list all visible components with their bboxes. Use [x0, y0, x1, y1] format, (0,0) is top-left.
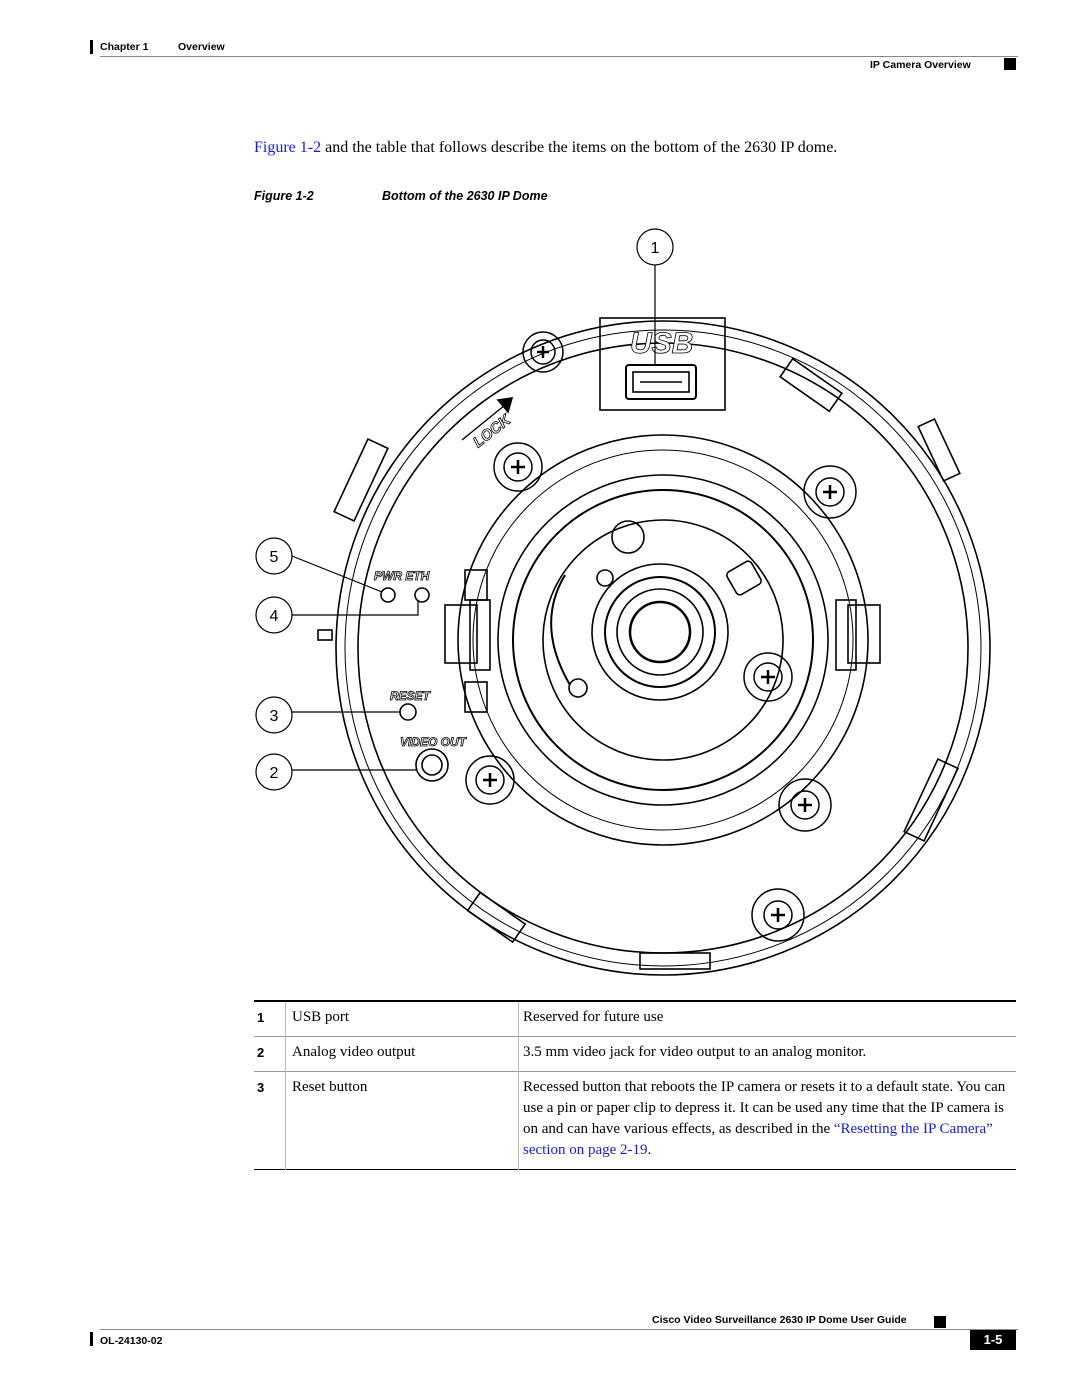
resetting-section-link[interactable]: “Resetting the IP Camera” section on page 2-19 — [523, 1121, 993, 1158]
table-row — [254, 1037, 1016, 1072]
callout-table — [254, 1000, 1016, 1170]
intro-text: and the table that follows describe the items on the bottom of the 2630 IP dome. — [321, 139, 838, 156]
row-description: Reserved for future use — [523, 1009, 664, 1025]
footer-bar-left — [90, 1332, 93, 1346]
row-item: USB port — [286, 1001, 519, 1037]
row-description-end: . — [647, 1142, 652, 1158]
video-out-jack — [416, 749, 448, 781]
dome-bottom-figure — [240, 220, 1020, 980]
callout-1: 1 — [650, 240, 660, 257]
row-number: 1 — [254, 1001, 286, 1037]
chapter-label: Chapter 1 — [100, 41, 149, 53]
figure-label: Figure 1-2 — [254, 189, 314, 203]
header-rule — [100, 56, 1018, 57]
section-title: IP Camera Overview — [870, 59, 971, 71]
reset-button — [400, 704, 416, 720]
table-row — [254, 1072, 1016, 1170]
lens — [592, 564, 728, 700]
row-description — [519, 1072, 1017, 1170]
footer-square — [934, 1316, 946, 1328]
reset-label: RESET — [390, 689, 431, 703]
row-item: Reset button — [286, 1072, 519, 1170]
doc-number: OL-24130-02 — [100, 1335, 163, 1347]
intro-paragraph — [254, 139, 837, 157]
eth-led — [415, 588, 429, 602]
callout-5: 5 — [269, 549, 279, 566]
row-item: Analog video output — [286, 1037, 519, 1072]
callout-2: 2 — [269, 765, 279, 782]
figure-title: Bottom of the 2630 IP Dome — [382, 189, 548, 203]
callout-3: 3 — [269, 708, 279, 725]
row-description-text: Recessed button that reboots the IP camera or resets it to a default state. You can use a pin or paper clip to depress it. It can be used any time that the IP camera is on and can have various effects, as described in the — [523, 1079, 1006, 1137]
row-number: 2 — [254, 1037, 286, 1072]
pwr-led — [381, 588, 395, 602]
video-out-label: VIDEO OUT — [400, 735, 467, 749]
guide-title: Cisco Video Surveillance 2630 IP Dome User Guide — [652, 1314, 907, 1326]
footer-rule — [100, 1329, 1018, 1330]
screw-icon — [466, 332, 856, 941]
figure-link[interactable]: Figure 1-2 — [254, 139, 322, 156]
dome-outer-ring — [336, 321, 990, 975]
usb-label: USB — [630, 327, 694, 360]
row-description: 3.5 mm video jack for video output to an analog monitor. — [523, 1044, 867, 1060]
header-square — [1004, 58, 1016, 70]
callout-4: 4 — [269, 608, 279, 625]
table-row — [254, 1001, 1016, 1037]
row-number: 3 — [254, 1072, 286, 1170]
lock-label: LOCK — [469, 411, 514, 452]
header-bar-left — [90, 40, 93, 54]
page-number: 1-5 — [970, 1330, 1016, 1350]
pwr-eth-label: PWR ETH — [374, 569, 430, 583]
chapter-title: Overview — [178, 41, 225, 53]
